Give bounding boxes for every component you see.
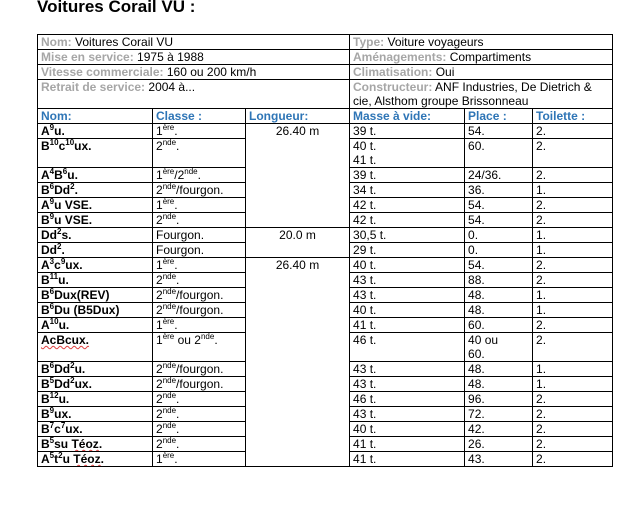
cell-longueur: 26.40 m	[246, 124, 350, 139]
info-cell	[350, 50, 613, 65]
table-body	[38, 124, 613, 467]
cell-place: 0.	[465, 243, 533, 258]
cell-toilette: 1.	[533, 288, 613, 303]
cell-toilette: 2.	[533, 139, 613, 168]
table-row	[38, 139, 613, 168]
table-row	[38, 198, 613, 213]
cell-toilette: 1.	[533, 303, 613, 318]
cell-nom: AcBcux.	[38, 333, 153, 362]
cell-masse: 39 t.	[350, 124, 465, 139]
cell-longueur	[246, 422, 350, 437]
cell-nom: $B^{12}u$.	[38, 392, 153, 407]
cell-nom: $B^9u$ VSE.	[38, 213, 153, 228]
cell-place: 72.	[465, 407, 533, 422]
cell-longueur	[246, 198, 350, 213]
info-value: 160 ou 200 km/h	[163, 65, 257, 79]
cell-masse: 40 t.	[350, 422, 465, 437]
cell-nom: $B^{10}c^{10}ux$.	[38, 139, 153, 168]
cell-classe: 2nde.	[153, 422, 246, 437]
cell-toilette: 2.	[533, 168, 613, 183]
cell-nom: $B^7c^7ux$.	[38, 422, 153, 437]
cell-masse: 43 t.	[350, 273, 465, 288]
cell-place: 42.	[465, 422, 533, 437]
cell-place: 43.	[465, 452, 533, 467]
table-row	[38, 183, 613, 198]
cell-masse: 43 t.	[350, 362, 465, 377]
info-value: Voiture voyageurs	[384, 35, 484, 49]
cell-toilette: 2.	[533, 452, 613, 467]
cell-toilette: 1.	[533, 243, 613, 258]
cell-nom: $B^6Dux(REV)$	[38, 288, 153, 303]
info-cell	[38, 65, 350, 80]
cell-place: 60.	[465, 318, 533, 333]
cell-masse: 39 t.	[350, 168, 465, 183]
cell-masse: 34 t.	[350, 183, 465, 198]
table-row	[38, 168, 613, 183]
cell-masse: 40 t. 41 t.	[350, 139, 465, 168]
cell-nom: $A^3c^9ux$.	[38, 258, 153, 273]
corail-table	[37, 34, 613, 467]
cell-masse: 43 t.	[350, 377, 465, 392]
cell-place: 88.	[465, 273, 533, 288]
cell-place: 40 ou 60.	[465, 333, 533, 362]
cell-classe: 2nde.	[153, 437, 246, 452]
cell-classe: 1ère ou 2nde.	[153, 333, 246, 362]
cell-toilette: 2.	[533, 407, 613, 422]
cell-nom: $B^5Dd^2ux$.	[38, 377, 153, 392]
cell-nom: $B^5su$ Téoz.	[38, 437, 153, 452]
cell-place: 54.	[465, 258, 533, 273]
cell-classe: 1ère.	[153, 124, 246, 139]
cell-longueur	[246, 333, 350, 362]
info-cell	[38, 80, 350, 109]
header-cell-classe: Classe :	[153, 109, 246, 124]
cell-place: 48.	[465, 288, 533, 303]
cell-nom: $A^9u$.	[38, 124, 153, 139]
cell-masse: 40 t.	[350, 258, 465, 273]
cell-masse: 40 t.	[350, 303, 465, 318]
cell-classe: 2nde.	[153, 407, 246, 422]
cell-classe: 2nde/fourgon.	[153, 377, 246, 392]
cell-toilette: 2.	[533, 273, 613, 288]
cell-toilette: 2.	[533, 124, 613, 139]
cell-place: 54.	[465, 124, 533, 139]
header-cell-place: Place :	[465, 109, 533, 124]
table-row	[38, 452, 613, 467]
cell-longueur	[246, 213, 350, 228]
cell-longueur	[246, 452, 350, 467]
info-label: Constructeur:	[353, 80, 433, 94]
cell-masse: 42 t.	[350, 213, 465, 228]
table-row	[38, 422, 613, 437]
cell-classe: 1ère.	[153, 198, 246, 213]
cell-classe: 2nde/fourgon.	[153, 183, 246, 198]
table-row	[38, 213, 613, 228]
cell-classe: 2nde/fourgon.	[153, 303, 246, 318]
info-row	[38, 35, 613, 50]
cell-nom: $B^{11}u$.	[38, 273, 153, 288]
info-cell	[38, 50, 350, 65]
table-row	[38, 303, 613, 318]
cell-nom: Dd$^2$s.	[38, 228, 153, 243]
table-row	[38, 124, 613, 139]
cell-toilette: 2.	[533, 213, 613, 228]
cell-classe: Fourgon.	[153, 228, 246, 243]
table-row	[38, 377, 613, 392]
cell-nom: $B^6Dd^2$.	[38, 183, 153, 198]
cell-classe: Fourgon.	[153, 243, 246, 258]
cell-toilette: 1.	[533, 228, 613, 243]
cell-classe: 1ère.	[153, 318, 246, 333]
info-label: Vitesse commerciale:	[41, 65, 164, 79]
cell-longueur	[246, 243, 350, 258]
cell-classe: 2nde.	[153, 392, 246, 407]
cell-toilette: 2.	[533, 333, 613, 362]
table-row	[38, 362, 613, 377]
cell-nom: $B^6Du$ (B5Dux)	[38, 303, 153, 318]
cell-longueur	[246, 437, 350, 452]
cell-masse: 41 t.	[350, 318, 465, 333]
cell-longueur	[246, 183, 350, 198]
cell-toilette: 1.	[533, 377, 613, 392]
info-value: ANF Industries, De Dietrich & cie, Alsthom groupe Brissonneau	[353, 80, 592, 108]
table-row	[38, 437, 613, 452]
cell-place: 48.	[465, 377, 533, 392]
info-label: Climatisation:	[353, 65, 433, 79]
cell-place: 36.	[465, 183, 533, 198]
cell-nom: $A^5t^2u$ Téoz.	[38, 452, 153, 467]
cell-toilette: 1.	[533, 183, 613, 198]
cell-masse: 29 t.	[350, 243, 465, 258]
cell-toilette: 1.	[533, 362, 613, 377]
table-row	[38, 318, 613, 333]
cell-masse: 43 t.	[350, 288, 465, 303]
info-value: Compartiments	[446, 50, 532, 64]
cell-place: 54.	[465, 213, 533, 228]
cell-toilette: 2.	[533, 422, 613, 437]
table-row	[38, 228, 613, 243]
page-title: Voitures Corail VU :	[37, 0, 196, 16]
cell-place: 24/36.	[465, 168, 533, 183]
table-row	[38, 258, 613, 273]
cell-longueur	[246, 318, 350, 333]
cell-masse: 41 t.	[350, 437, 465, 452]
header-cell-longueur: Longueur:	[246, 109, 350, 124]
cell-place: 48.	[465, 303, 533, 318]
header-cell-toilette: Toilette :	[533, 109, 613, 124]
cell-longueur	[246, 139, 350, 168]
cell-toilette: 2.	[533, 437, 613, 452]
cell-nom: $A^4B^6u$.	[38, 168, 153, 183]
cell-classe: 1ère/2nde.	[153, 168, 246, 183]
table-row	[38, 392, 613, 407]
cell-classe: 2nde/fourgon.	[153, 362, 246, 377]
cell-place: 54.	[465, 198, 533, 213]
cell-longueur	[246, 407, 350, 422]
info-value: Voitures Corail VU	[71, 35, 174, 49]
cell-toilette: 2.	[533, 392, 613, 407]
info-cell	[350, 35, 613, 50]
cell-masse: 30,5 t.	[350, 228, 465, 243]
cell-toilette: 2.	[533, 318, 613, 333]
cell-classe: 2nde/fourgon.	[153, 288, 246, 303]
cell-nom: $A^9u$ VSE.	[38, 198, 153, 213]
cell-nom: Dd$^2$.	[38, 243, 153, 258]
cell-nom: $B^9ux$.	[38, 407, 153, 422]
info-label: Mise en service:	[41, 50, 134, 64]
cell-place: 48.	[465, 362, 533, 377]
cell-place: 60.	[465, 139, 533, 168]
cell-longueur	[246, 288, 350, 303]
cell-masse: 46 t.	[350, 333, 465, 362]
info-cell	[38, 35, 350, 50]
cell-longueur	[246, 377, 350, 392]
info-label: Nom:	[41, 35, 72, 49]
cell-nom: $A^{10}u$.	[38, 318, 153, 333]
info-row	[38, 80, 613, 109]
info-label: Aménagements:	[353, 50, 447, 64]
cell-toilette: 2.	[533, 258, 613, 273]
info-label: Type:	[353, 35, 385, 49]
cell-place: 26.	[465, 437, 533, 452]
info-value: 1975 à 1988	[133, 50, 204, 64]
cell-longueur: 26.40 m	[246, 258, 350, 273]
cell-masse: 42 t.	[350, 198, 465, 213]
info-cell	[350, 80, 613, 109]
cell-classe: 2nde.	[153, 273, 246, 288]
cell-longueur	[246, 303, 350, 318]
cell-longueur	[246, 392, 350, 407]
cell-masse: 43 t.	[350, 407, 465, 422]
table-row	[38, 243, 613, 258]
table-row	[38, 407, 613, 422]
header-cell-nom: Nom:	[38, 109, 153, 124]
cell-place: 96.	[465, 392, 533, 407]
cell-classe: 2nde.	[153, 213, 246, 228]
cell-classe: 1ère.	[153, 258, 246, 273]
info-row	[38, 50, 613, 65]
info-value: 2004 à...	[145, 80, 196, 94]
cell-masse: 41 t.	[350, 452, 465, 467]
cell-longueur: 20.0 m	[246, 228, 350, 243]
info-value: Oui	[432, 65, 455, 79]
cell-toilette: 2.	[533, 198, 613, 213]
cell-longueur	[246, 362, 350, 377]
header-cell-masse: Masse à vide:	[350, 109, 465, 124]
cell-longueur	[246, 168, 350, 183]
cell-longueur	[246, 273, 350, 288]
cell-nom: $B^6Dd^2u$.	[38, 362, 153, 377]
cell-place: 0.	[465, 228, 533, 243]
table-row	[38, 273, 613, 288]
cell-classe: 1ère.	[153, 452, 246, 467]
table-row	[38, 333, 613, 362]
info-label: Retrait de service:	[41, 80, 146, 94]
table-row	[38, 288, 613, 303]
cell-masse: 46 t.	[350, 392, 465, 407]
header-row	[38, 109, 613, 124]
cell-classe: 2nde.	[153, 139, 246, 168]
info-cell	[350, 65, 613, 80]
info-row	[38, 65, 613, 80]
